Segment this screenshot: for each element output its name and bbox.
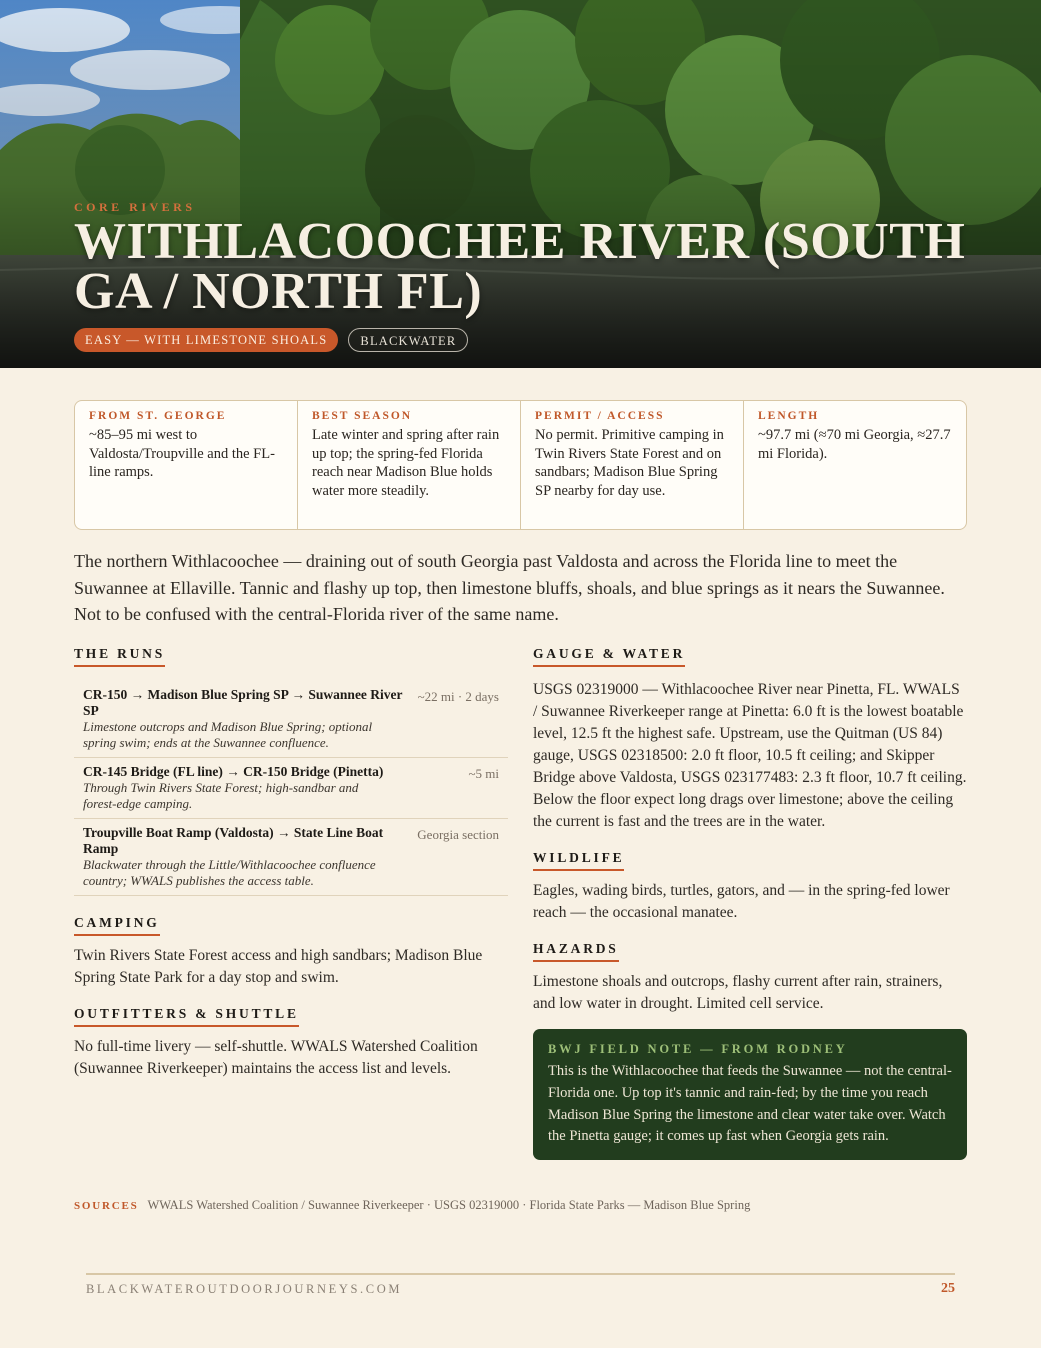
field-note-heading: BWJ FIELD NOTE — FROM RODNEY <box>548 1042 848 1056</box>
sources-label: SOURCES <box>74 1200 139 1212</box>
runs-list <box>74 681 508 896</box>
run-description: Through Twin Rivers State Forest; high-sandbar and forest-edge camping. <box>83 780 359 811</box>
fact-value: ~85–95 mi west to Valdosta/Troupville and the FL-line ramps. <box>89 427 275 480</box>
hero-text-block <box>74 200 974 352</box>
runs-heading: THE RUNS <box>74 646 165 667</box>
fact-label: PERMIT / ACCESS <box>535 410 665 422</box>
fact-best-season <box>298 401 521 529</box>
run-item <box>74 819 508 896</box>
left-column <box>74 645 508 1080</box>
page-title: WITHLACOOCHEE RIVER (SOUTH GA / NORTH FL) <box>74 213 966 320</box>
outfitters-heading: OUTFITTERS & SHUTTLE <box>74 1006 299 1027</box>
run-item <box>74 681 508 758</box>
wildlife-heading: WILDLIFE <box>533 850 624 871</box>
sources-text: WWALS Watershed Coalition / Suwannee Riverkeeper · USGS 02319000 · Florida State Parks — Madison Blue Spring <box>147 1198 751 1212</box>
tag-row <box>74 328 974 352</box>
gauge-section <box>533 645 967 833</box>
hazards-text: Limestone shoals and outcrops, flashy current after rain, strainers, and low water in drought. Limited cell service. <box>533 973 943 1012</box>
run-name: Troupville Boat Ramp (Valdosta) → State Line Boat Ramp <box>83 825 384 856</box>
hazards-section <box>533 940 967 1015</box>
fact-label: LENGTH <box>758 410 820 422</box>
page-number: 25 <box>941 1281 955 1296</box>
fact-from-st-george <box>75 401 298 529</box>
outfitters-text: No full-time livery — self-shuttle. WWALS Watershed Coalition (Suwannee Riverkeeper) maintains the access list and levels. <box>74 1038 478 1077</box>
run-item <box>74 758 508 819</box>
run-name: CR-145 Bridge (FL line) → CR-150 Bridge (Pinetta) <box>83 764 384 779</box>
fact-permit-access <box>521 401 744 529</box>
fact-label: BEST SEASON <box>312 410 413 422</box>
camping-text: Twin Rivers State Forest access and high sandbars; Madison Blue Spring State Park for a day stop and swim. <box>74 947 483 986</box>
field-note-callout <box>533 1029 967 1160</box>
hazards-heading: HAZARDS <box>533 941 619 962</box>
gauge-text: USGS 02319000 — Withlacoochee River near Pinetta, FL. WWALS / Suwannee Riverkeeper range at Pinetta: 6.0 ft is the lowest boatable level, 12.5 ft the highest safe. Upstream, use the Quitman (US 84) gauge, USGS 02318500: 2.0 ft floor, 10.5 ft ceiling; and Skipper Bridge above Valdosta, USGS 023177483: 2.3 ft floor, 10.7 ft ceiling. Below the floor expect long drags over limestone; above the ceiling the current is fast and the trees are in the water. <box>533 681 967 830</box>
wildlife-section <box>533 849 967 924</box>
run-distance: ~5 mi <box>468 766 499 781</box>
footer-website: BLACKWATEROUTDOORJOURNEYS.COM <box>86 1282 403 1296</box>
right-column <box>533 645 967 1160</box>
fact-value: ~97.7 mi (≈70 mi Georgia, ≈27.7 mi Florida). <box>758 427 951 462</box>
section-eyebrow: CORE RIVERS <box>74 200 196 214</box>
difficulty-badge: EASY — WITH LIMESTONE SHOALS <box>74 328 338 352</box>
run-name: CR-150 → Madison Blue Spring SP → Suwannee River SP <box>83 687 403 718</box>
fact-value: Late winter and spring after rain up top; the spring-fed Florida reach near Madison Blue holds water more steadily. <box>312 427 500 499</box>
wildlife-text: Eagles, wading birds, turtles, gators, and — in the spring-fed lower reach — the occasional manatee. <box>533 882 950 921</box>
hero-banner <box>0 0 1041 368</box>
water-type-badge: BLACKWATER <box>348 328 468 352</box>
field-note-text: This is the Withlacoochee that feeds the Suwannee — not the central-Florida one. Up top it's tannic and rain-fed; by the time you reach Madison Blue Spring the limestone and clear water take over. Watch the Pinetta gauge; it comes up fast when Georgia gets rain. <box>548 1063 952 1145</box>
footer-divider <box>86 1273 955 1275</box>
run-distance: Georgia section <box>417 827 499 842</box>
camping-section <box>74 914 508 989</box>
run-distance: ~22 mi · 2 days <box>417 689 499 704</box>
quick-facts-box <box>74 400 967 530</box>
gauge-heading: GAUGE & WATER <box>533 646 685 667</box>
camping-heading: CAMPING <box>74 915 160 936</box>
fact-value: No permit. Primitive camping in Twin Rivers State Forest and on sandbars; Madison Blue Spring SP nearby for day use. <box>535 427 724 499</box>
intro-paragraph: The northern Withlacoochee — draining out of south Georgia past Valdosta and across the Florida line to meet the Suwannee at Ellaville. Tannic and flashy up top, then limestone bluffs, shoals, and blue springs as it nears the Suwannee. Not to be confused with the central-Florida river of the same name. <box>74 551 945 624</box>
run-description: Blackwater through the Little/Withlacoochee confluence country; WWALS publishes the access table. <box>83 857 376 888</box>
run-description: Limestone outcrops and Madison Blue Spring; optional spring swim; ends at the Suwannee confluence. <box>83 719 373 750</box>
fact-length <box>744 401 966 529</box>
outfitters-section <box>74 1005 508 1080</box>
sources-line <box>74 1198 974 1213</box>
fact-label: FROM ST. GEORGE <box>89 410 227 422</box>
